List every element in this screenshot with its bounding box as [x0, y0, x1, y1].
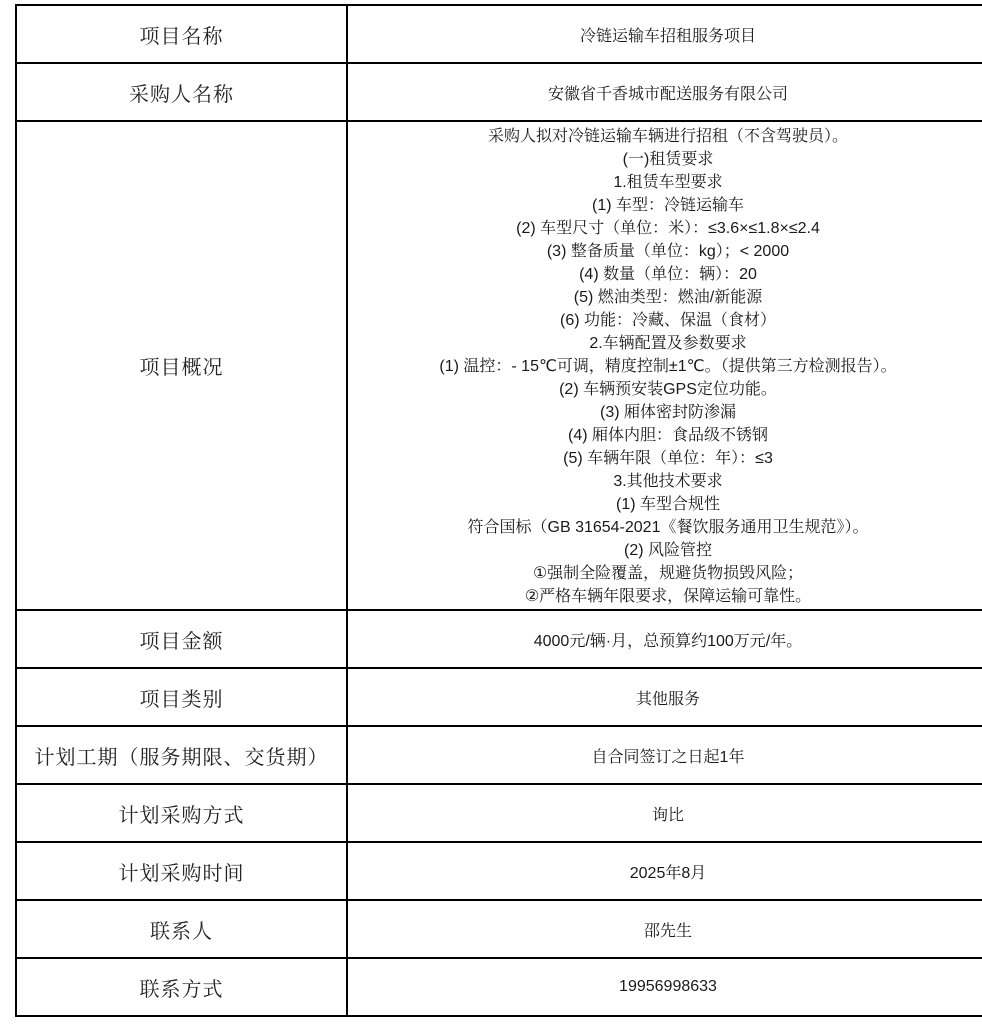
row-contact-number	[16, 958, 982, 1016]
row-value: 其他服务	[347, 668, 982, 726]
overview-line: (1) 车型合规性	[615, 496, 720, 513]
procurement-info-table	[15, 4, 982, 1017]
overview-line: (3) 整备质量（单位：kg）；< 2000	[546, 243, 790, 260]
overview-line: (1) 车型：冷链运输车	[591, 197, 744, 214]
row-value: 4000元/辆·月，总预算约100万元/年。	[347, 610, 982, 668]
row-value: 自合同签订之日起1年	[347, 726, 982, 784]
row-label: 项目金额	[16, 610, 347, 668]
overview-line: 2.车辆配置及参数要求	[589, 335, 747, 352]
row-procurement-method	[16, 784, 982, 842]
overview-line: (2) 风险管控	[623, 542, 712, 559]
overview-line: (2) 车辆预安装GPS定位功能。	[559, 381, 777, 398]
overview-line: 1.租赁车型要求	[613, 174, 723, 191]
row-label: 采购人名称	[16, 63, 347, 121]
row-label: 联系方式	[16, 958, 347, 1016]
overview-line: (6) 功能：冷藏、保温（食材）	[559, 312, 776, 329]
row-planned-period	[16, 726, 982, 784]
row-value	[347, 121, 982, 610]
row-purchaser-name	[16, 63, 982, 121]
overview-line: ②严格车辆年限要求，保障运输可靠性。	[524, 588, 812, 605]
overview-line: ①强制全险覆盖，规避货物损毁风险；	[532, 565, 804, 582]
row-value: 邵先生	[347, 900, 982, 958]
row-label: 计划工期（服务期限、交货期）	[16, 726, 347, 784]
row-label: 项目概况	[16, 121, 347, 610]
row-label: 项目类别	[16, 668, 347, 726]
overview-line: (2) 车型尺寸（单位：米）：≤3.6×≤1.8×≤2.4	[516, 220, 820, 237]
row-project-name	[16, 5, 982, 63]
overview-line: 符合国标（GB 31654-2021《餐饮服务通用卫生规范》）。	[467, 519, 869, 536]
row-value: 安徽省千香城市配送服务有限公司	[347, 63, 982, 121]
row-procurement-time	[16, 842, 982, 900]
overview-line: (一)租赁要求	[622, 151, 714, 168]
overview-line: (5) 燃油类型：燃油/新能源	[573, 289, 763, 306]
row-value: 19956998633	[347, 958, 982, 1016]
overview-line: (1) 温控：- 15℃可调，精度控制±1℃。（提供第三方检测报告）。	[439, 358, 897, 375]
row-value: 冷链运输车招租服务项目	[347, 5, 982, 63]
overview-line: (5) 车辆年限（单位：年）：≤3	[563, 450, 773, 467]
row-value: 2025年8月	[347, 842, 982, 900]
row-value: 询比	[347, 784, 982, 842]
row-contact-person	[16, 900, 982, 958]
overview-line: (3) 厢体密封防渗漏	[599, 404, 736, 421]
overview-line: (4) 厢体内胆：食品级不锈钢	[567, 427, 768, 444]
overview-line: 3.其他技术要求	[613, 473, 723, 490]
row-project-overview	[16, 121, 982, 610]
row-label: 计划采购时间	[16, 842, 347, 900]
row-label: 项目名称	[16, 5, 347, 63]
row-project-category	[16, 668, 982, 726]
row-project-amount	[16, 610, 982, 668]
row-label: 计划采购方式	[16, 784, 347, 842]
table-body	[16, 5, 982, 1016]
row-label: 联系人	[16, 900, 347, 958]
overview-line: 采购人拟对冷链运输车辆进行招租（不含驾驶员）。	[487, 128, 848, 145]
overview-line: (4) 数量（单位：辆）：20	[579, 266, 757, 283]
